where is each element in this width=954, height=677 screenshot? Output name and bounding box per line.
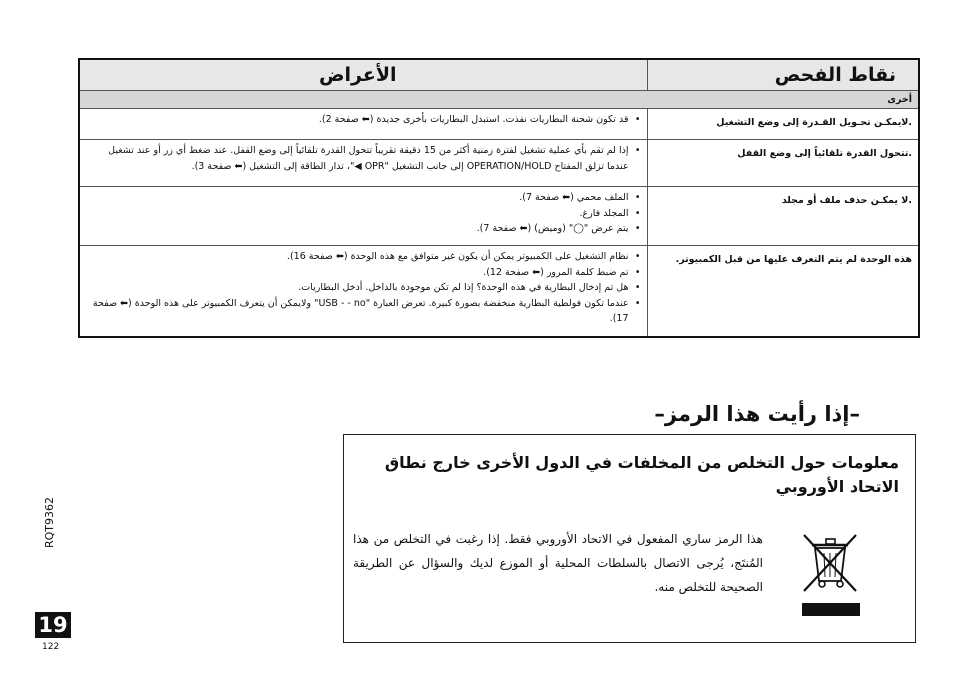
troubleshooting-table	[78, 58, 920, 338]
table-row	[79, 109, 919, 140]
symptom-cell	[79, 187, 647, 246]
symptom-item: • المجلد فارغ.	[86, 206, 641, 222]
table-row	[79, 140, 919, 187]
symptom-item: • هل تم إدخال البطارية في هذه الوحدة؟ إذا لم تكن موجودة بالداخل. أدخل البطاريات.	[86, 280, 641, 296]
section-row	[79, 91, 919, 109]
section-other-label: أخرى	[79, 91, 919, 109]
symptom-cell	[79, 140, 647, 187]
check-point: .لايمكـن تحـويل القـدرة إلى وضع التشغيل	[647, 109, 919, 140]
check-point: .تتحول القدرة تلقائياً إلى وضع القفل	[647, 140, 919, 187]
symptom-item: • قد تكون شحنة البطاريات نفذت. استبدل البطاريات بأخرى جديدة (⬅ صفحة 2).	[86, 112, 641, 128]
table-row	[79, 187, 919, 246]
info-box-text: هذا الرمز ساري المفعول في الاتحاد الأوروبي فقط. إذا رغبت في التخلص من هذا المُنتَج، يُرجى الاتصال بالسلطات المحلية أو الموزع لديك والسؤال عن الطريقة الصحيحة للتخلص منه.	[353, 532, 763, 594]
table-row	[79, 246, 919, 338]
symptom-item: • عندما تكون فولطية البطارية منخفضة بصورة كبيرة. تعرض العبارة "USB - - no" ولايمكن أن يتعرف الكمبيوتر على هذه الوحدة (⬅ صفحة 17).	[86, 296, 641, 327]
symptom-item: • إذا لم تقم بأي عملية تشغيل لفترة زمنية أكثر من 15 دقيقة تقريباً تتحول القدرة تلقائياً إلى وضع القفل. عند ضغط أي زر أو عند تشغيل عندما تزلق المفتاح OPERATION/HOLD إلى جانب التشغيل "OPR ◀"، تدار الطاقة إلى التشغيل (⬅ صفحة 3).	[86, 143, 641, 174]
check-point: .لا يمكـن حذف ملف أو مجلد	[647, 187, 919, 246]
symptom-item: • تم ضبط كلمة المرور (⬅ صفحة 12).	[86, 265, 641, 281]
symptom-cell	[79, 246, 647, 338]
page-sub-number: 122	[42, 642, 60, 652]
check-point: هذه الوحدة لم يتم التعرف عليها من قبل الكمبيوتر.	[647, 246, 919, 338]
table-header-row	[79, 59, 919, 91]
disposal-info-box	[343, 434, 916, 643]
symptom-item: • نظام التشغيل على الكمبيوتر يمكن أن يكون غير متوافق مع هذه الوحدة (⬅ صفحة 16).	[86, 249, 641, 265]
crossed-out-wheelie-bin-icon	[800, 531, 862, 623]
document-code: RQT9362	[43, 496, 56, 548]
header-check-points: نقاط الفحص	[647, 59, 919, 91]
info-box-title: معلومات حول التخلص من المخلفات في الدول الأخرى خارج نطاق الاتحاد الأوروبي	[384, 453, 899, 496]
symptom-item: • يتم عرض "◯" (وميض) (⬅ صفحة 7).	[86, 221, 641, 237]
symptom-item: • الملف محمي (⬅ صفحة 7).	[86, 190, 641, 206]
header-symptoms: الأعراض	[79, 59, 647, 91]
symptom-cell	[79, 109, 647, 140]
page-number: 19	[35, 612, 71, 638]
symbol-heading: –إذا رأيت هذا الرمز–	[654, 402, 860, 426]
